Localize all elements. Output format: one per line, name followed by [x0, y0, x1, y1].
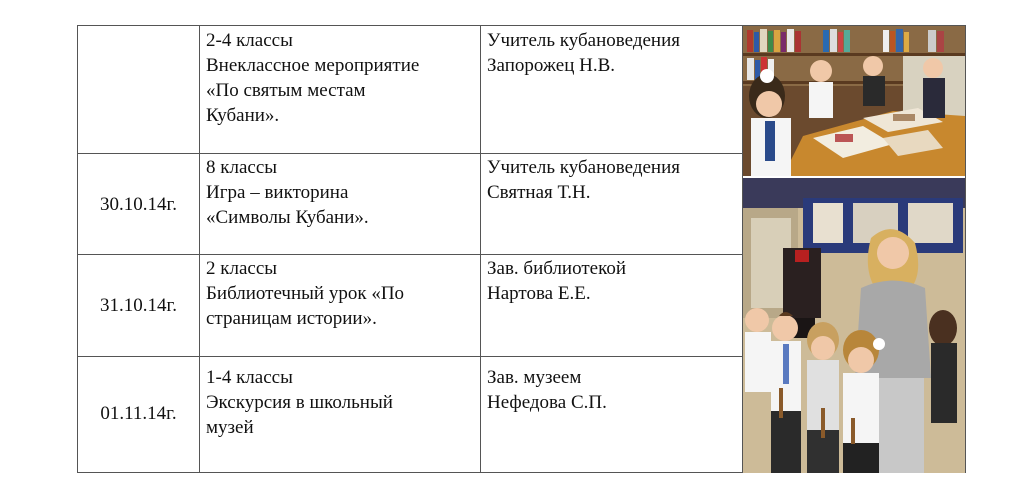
table-row-event: 8 классы Игра – викторина «Символы Кубани». [206, 157, 369, 228]
table-row-responsible: Зав. музеем Нефедова С.П. [487, 367, 607, 413]
column-divider [480, 26, 481, 472]
museum-photo [743, 178, 965, 473]
events-table [77, 25, 966, 473]
table-row-event: 2-4 классы Внеклассное мероприятие «По святым местам Кубани». [206, 30, 420, 126]
table-row-date: 30.10.14г. [100, 194, 177, 215]
table-row-date: 31.10.14г. [100, 295, 177, 316]
row-divider [78, 153, 742, 154]
library-photo [743, 26, 965, 176]
table-row-responsible: Учитель кубановедения Святная Т.Н. [487, 157, 681, 203]
table-row-responsible: Зав. библиотекой Нартова Е.Е. [487, 258, 627, 304]
table-row-event: 1-4 классы Экскурсия в школьный музей [206, 367, 393, 438]
table-row-responsible: Учитель кубановедения Запорожец Н.В. [487, 30, 681, 76]
row-divider [78, 356, 742, 357]
table-row-date: 01.11.14г. [100, 403, 177, 424]
table-row-event: 2 классы Библиотечный урок «По страницам истории». [206, 258, 405, 329]
column-divider [199, 26, 200, 472]
row-divider [78, 254, 742, 255]
